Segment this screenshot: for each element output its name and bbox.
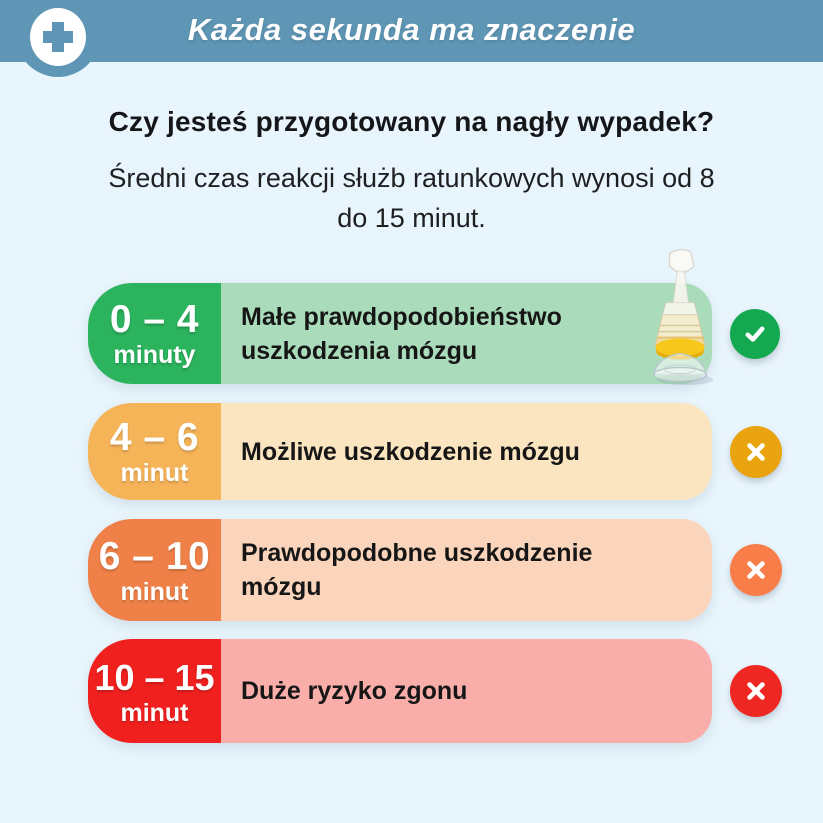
row-label: Możliwe uszkodzenie mózgu [241, 437, 580, 466]
timeline-row-6-10 [88, 519, 712, 621]
time-pill [88, 519, 221, 621]
page-title: Czy jesteś przygotowany na nagły wypadek? [108, 106, 715, 137]
row-label: Małe prawdopodobieństwo uszkodzenia mózgu [241, 302, 562, 365]
time-range: 0 – 4 [109, 298, 200, 341]
timeline-row-0-4 [88, 283, 712, 384]
timeline-row-4-6 [88, 403, 712, 500]
airway-suction-device-image [636, 243, 724, 385]
time-range: 6 – 10 [98, 534, 211, 578]
time-range: 10 – 15 [94, 656, 215, 698]
intro-line-1: Średni czas reakcji służb ratunkowych wynosi od 8 [108, 163, 715, 193]
time-pill [88, 403, 221, 500]
row-bar [221, 519, 712, 621]
time-unit: minut [120, 698, 189, 727]
row-body [88, 519, 712, 621]
medical-cross-icon [30, 8, 86, 66]
cross-icon [730, 426, 782, 478]
logo-tab [16, 0, 100, 77]
time-pill [88, 639, 221, 743]
header-band [0, 0, 823, 62]
time-unit: minut [120, 577, 189, 606]
row-bar [221, 403, 712, 500]
time-range: 4 – 6 [109, 416, 200, 459]
row-label: Duże ryzyko zgonu [241, 677, 468, 705]
time-pill [88, 283, 221, 384]
row-body [88, 639, 712, 743]
cross-icon [730, 665, 782, 717]
row-body [88, 403, 712, 500]
row-label: Prawdopodobne uszkodzenie mózgu [241, 539, 593, 601]
cross-icon [730, 544, 782, 596]
time-unit: minut [120, 459, 189, 487]
timeline-row-10-15 [88, 639, 712, 743]
time-unit: minuty [113, 341, 196, 369]
check-icon [730, 309, 780, 359]
row-body [88, 283, 712, 384]
intro-line-2: do 15 minut. [337, 203, 486, 233]
intro-text [0, 158, 823, 238]
row-bar [221, 639, 712, 743]
header-title: Każda sekunda ma znaczenie [187, 12, 636, 47]
